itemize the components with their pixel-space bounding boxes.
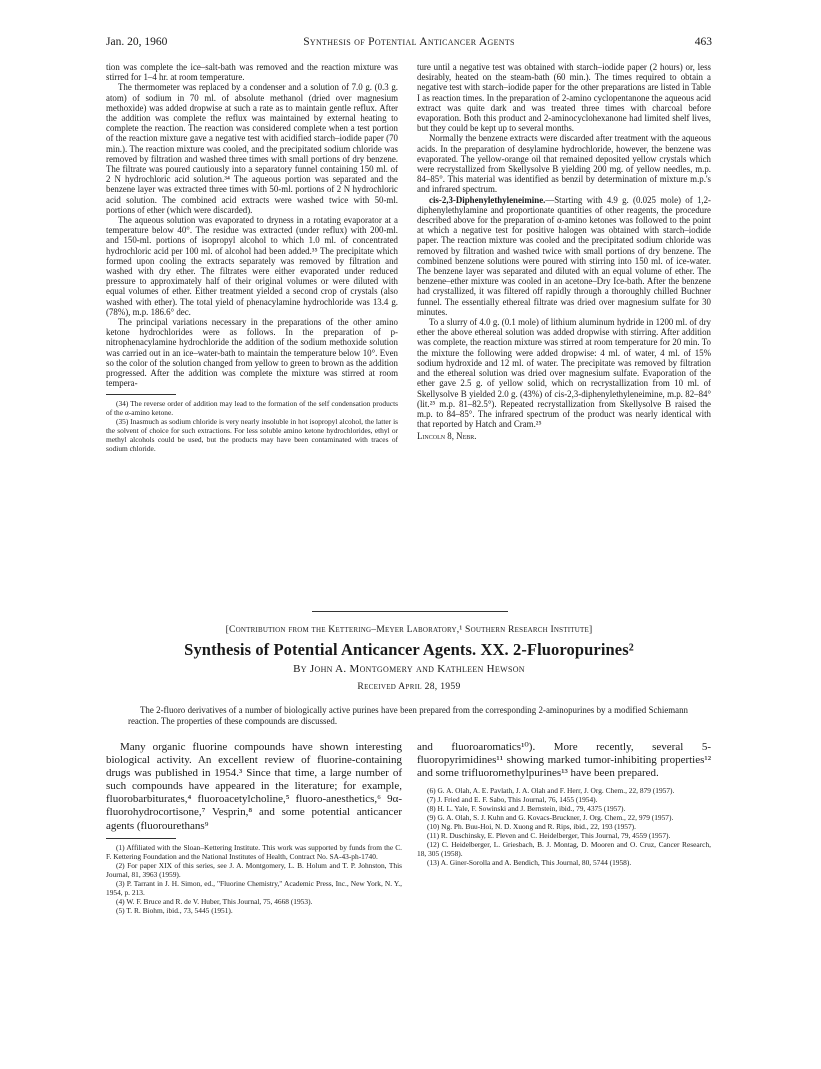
footnote: (2) For paper XIX of this series, see J. A. Montgomery, L. B. Holum and T. P. Johnston, This Journal, 81, 3963 (1959). [106,860,402,879]
running-header [106,36,712,52]
footnote-rule [106,838,176,839]
footnotes [106,843,402,915]
footnote: (5) T. R. Biohm, ibid., 73, 5445 (1951). [116,905,233,915]
article-divider [312,611,508,612]
footnotes [417,786,711,867]
footnote: (11) R. Duschinsky, E. Pleven and C. Heidelberger, This Journal, 79, 4559 (1957). [427,831,671,841]
paragraph: ture until a negative test was obtained with starch–iodide paper (2 hours) or, less desirably, heated on the steam-bath (60 min.). The times required to obtain a negative test with starch–iodide paper for the other preparations are listed in Table I as reaction times. In the preparation of 2-amino cyclopentanone the aqueous acid extract was quite dark and was treated three times with charcoal before evaporation. Both this product and 2-aminocyclohexanone had limited shelf lives, but they could be kept up to several months. [417,62,711,134]
page-number: 463 [694,36,712,48]
header-date: Jan. 20, 1960 [106,36,168,48]
footnote: (3) P. Tarrant in J. H. Simon, ed., "Fluorine Chemistry," Academic Press, Inc., New York, N. Y., 1954, p. 213. [106,878,402,897]
footnote: (9) G. A. Olah, S. J. Kuhn and G. Kovacs-Bruckner, J. Org. Chem., 22, 979 (1957). [427,813,674,823]
top-right-column [417,62,711,442]
footnote: (8) H. L. Yale, F. Sowinski and J. Bernstein, ibid., 79, 4375 (1957). [427,804,626,814]
footnote: (4) W. F. Bruce and R. de V. Huber, This Journal, 75, 4668 (1953). [116,896,313,906]
footnotes [106,399,398,453]
footnote: (34) The reverse order of addition may lead to the formation of the self condensation products of the α-amino ketone. [106,398,398,417]
top-left-column [106,62,398,453]
article-authors: By John A. Montgomery and Kathleen Hewson [293,663,525,675]
paragraph: Normally the benzene extracts were discarded after treatment with the aqueous acids. In the preparation of desylamine hydrochloride, however, the benzene was evaporated. The yellow-orange oil that remained deposited yellow crystals which were recrystallized from Skellysolve B yielding 200 mg. of yellow needles, m.p. 84–85°. This material was identified as benzil by determination of mixture m.p.'s and infrared spectrum. [417,133,711,195]
bottom-left-column [106,741,402,915]
paragraph: tion was complete the ice–salt-bath was removed and the reaction mixture was stirred for 1–4 hr. at room temperature. [106,62,398,83]
author-location: Lincoln 8, Nebr. [417,431,477,442]
footnote: (12) C. Heidelberger, L. Griesbach, B. J. Montag, D. Mooren and O. Cruz, Cancer Research, 18, 305 (1958). [417,840,711,859]
footnote: (13) A. Giner-Sorolla and A. Bendich, This Journal, 80, 5744 (1958). [427,858,632,868]
footnote: (6) G. A. Olah, A. E. Pavlath, J. A. Olah and F. Herr, J. Org. Chem., 22, 879 (1957). [427,786,675,796]
footnote: (1) Affiliated with the Sloan–Kettering Institute. This work was supported by funds from the C. F. Kettering Foundation and the National Institutes of Health, Contract No. SA-43-ph-1740. [106,842,402,861]
paragraph: To a slurry of 4.0 g. (0.1 mole) of lithium aluminum hydride in 1200 ml. of dry ether the above ethereal solution was added dropwise with stirring. After addition was complete, the reaction mixture was stirred at room temperature for 20 min. To the mixture the following were added dropwise: 4 ml. of water, 4 ml. of 15% sodium hydroxide and 12 ml. of water. The precipitate was removed by filtration and the ethereal solution was dried over magnesium sulfate. Evaporation of the ether gave 2.5 g. of yellow solid, which on recrystallization from 10 ml. of Skellysolve B yielded 2.0 g. (43%) of cis-2,3-diphenylethyleneimine, m.p. 82–84° (lit.²⁵ m.p. 81–82.5°). Repeated recrystallization from Skellysolve B raised the m.p. to 84–85°. The infrared spectrum of the product was nearly identical with that reported by Hatch and Cram.²⁵ [417,317,711,430]
contribution-line: [Contribution from the Kettering–Meyer Laboratory,¹ Southern Research Institute] [225,624,593,635]
article-title: Synthesis of Potential Anticancer Agents. XX. 2-Fluoropurines² [184,640,634,659]
paragraph: The thermometer was replaced by a condenser and a solution of 7.0 g. (0.3 g. atom) of sodium in 70 ml. of absolute methanol (dried over magnesium methoxide) was added dropwise at such a rate as to maintain gentle reflux. After the addition was complete the reflux was maintained by external heating to complete the reaction. The reaction was considered complete when a test portion of the reaction mixture gave a negative test with acidified starch–iodide paper (70 min.). The reaction mixture was cooled, and the precipitated sodium chloride was removed by filtration and washed three times with small portions of dry benzene. The filtrate was poured cautiously into a separatory funnel containing 150 ml. of 2 N hydrochloric acid solution.³⁴ The aqueous portion was separated and the benzene layer was extracted three times with 50-ml. portions of 2 N hydrochloric acid solution. The combined acid extracts were washed twice with 50-ml. portions of ether (which were discarded). [106,82,398,215]
bottom-right-column [417,741,711,867]
received-date: Received April 28, 1959 [357,681,461,692]
intro-paragraph: and fluoroaromatics¹⁰). More recently, several 5-fluoropyrimidines¹¹ showing marked tumor-inhibiting properties¹² and some trifluoromethylpurines¹³ have been prepared. [417,741,711,780]
footnote: (10) Ng. Ph. Buu-Hoi, N. D. Xuong and R. Rips, ibid., 22, 193 (1957). [427,822,636,832]
paragraph: The principal variations necessary in the preparations of the other amino ketone hydrochlorides were as follows. In the preparation of p-nitrophenacylamine hydrochloride the addition of the sodium methoxide solution was carried out in an ice–water-bath to maintain the temperature below 10°. Even so the color of the solution changed from yellow to green to brown as the addition progressed. After the addition was complete the mixture was stirred at room tempera- [106,317,398,389]
subhead-text: —Starting with 4.9 g. (0.025 mole) of 1,2-diphenylethylamine and proportionate quantities of other reagents, the procedure described above for the preparation of α-amino ketones was followed to the point at which a negative test for positive halogen was obtained with starch–iodide paper. The reaction mixture was cooled and the precipitated sodium chloride was removed by filtration and washed twice with small portions of dry benzene. The combined benzene solutions were poured with stirring into 150 ml. of ice-water. The benzene layer was separated and diluted with an equal volume of ether. The benzene–ether mixture was cooled in an acetone–Dry Ice-bath. After the benzene had crystallized, it was filtered off rapidly through a thoroughly chilled Buchner funnel. The essentially ethereal filtrate was dried over magnesium sulfate for 30 minutes. [417,194,711,317]
abstract: The 2-fluoro derivatives of a number of biologically active purines have been prepared from the corresponding 2-aminopurines by a modified Schiemann reaction. The properties of these compounds are discussed. [128,705,688,726]
footnote: (7) J. Fried and E. F. Sabo, This Journal, 76, 1455 (1954). [427,795,598,805]
paragraph: The aqueous solution was evaporated to dryness in a rotating evaporator at a temperature below 40°. The residue was extracted (under reflux) with 200-ml. and 150-ml. portions of isopropyl alcohol to which 1.0 ml. of concentrated hydrochloric acid per 100 ml. of alcohol had been added.³⁵ The precipitate which formed upon cooling the extracts separately was removed by filtration and washed with dry ether. The filtrates were either evaporated under reduced pressure to approximately half of their original volumes or were diluted with equal volumes of ether. Either treatment yielded a second crop of crystals (also washed with ether). The total yield of phenacylamine hydrochloride was 13.4 g. (78%), m.p. 186.6° dec. [106,215,398,317]
header-running-title: Synthesis of Potential Anticancer Agents [303,36,515,48]
intro-paragraph: Many organic fluorine compounds have shown interesting biological activity. An excellent review of fluorine-containing drugs was published in 1954.³ Since that time, a large number of such compounds have appeared in the literature; for example, fluorobarbiturates,⁴ fluoroacetylcholine,⁵ fluoro-anesthetics,⁶ 9α-fluorohydrocortisone,⁷ Vesprin,⁸ and some potential anticancer agents (fluorourethans⁹ [106,741,402,832]
experimental-paragraph [417,195,711,317]
compound-subhead: cis-2,3-Diphenylethyleneimine. [429,194,546,205]
footnote-rule [106,394,176,395]
footnote: (35) Inasmuch as sodium chloride is very nearly insoluble in hot isopropyl alcohol, the latter is the solvent of choice for such extractions. For less soluble amino ketone hydrochlorides, ethyl or methyl alcohols could be used, but the products may have been contaminated with traces of sodium chloride. [106,416,398,453]
